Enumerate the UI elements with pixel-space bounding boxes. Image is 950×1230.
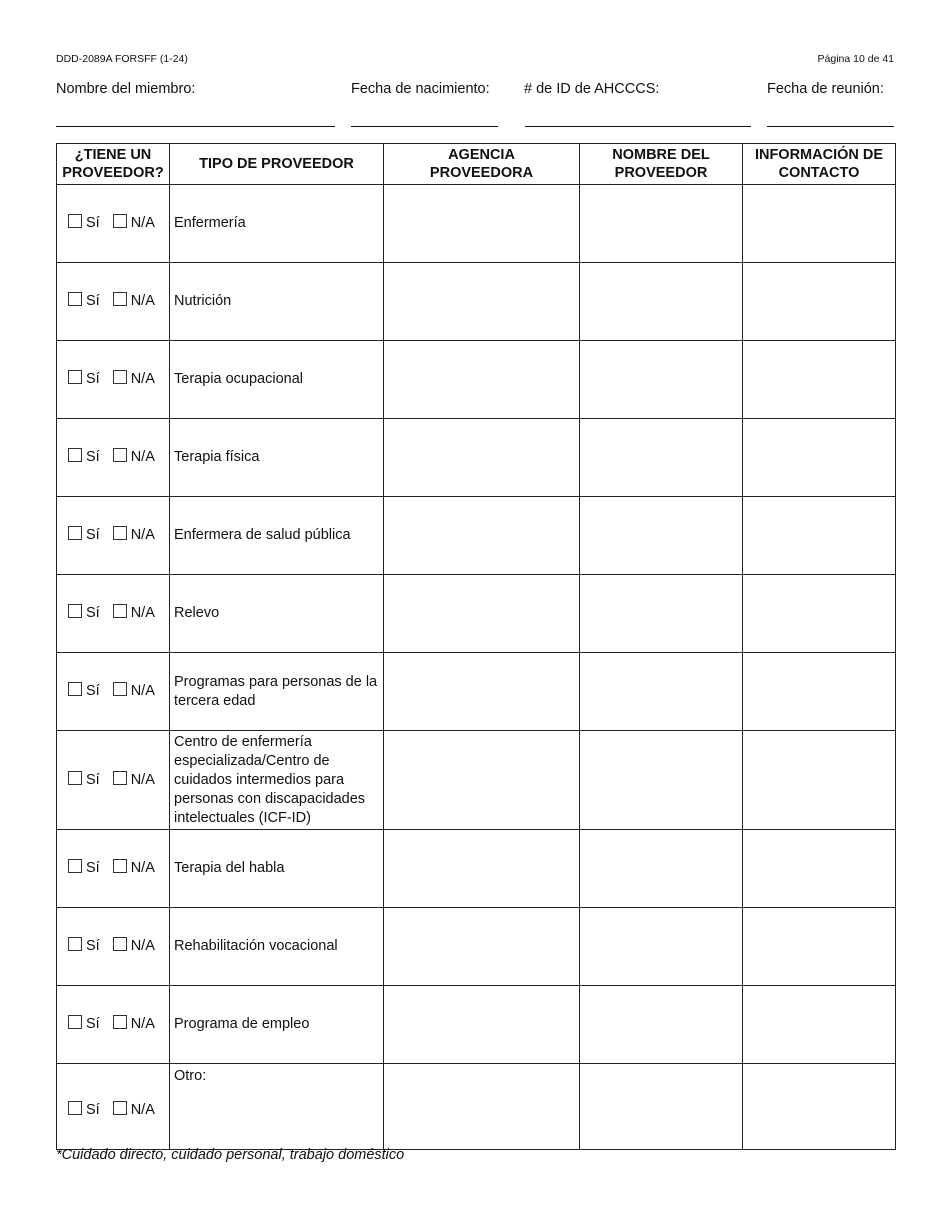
provider-agency-cell[interactable]: [384, 830, 580, 908]
na-label: N/A: [130, 371, 155, 387]
has-provider-cell: [57, 497, 170, 575]
contact-info-cell[interactable]: [743, 986, 896, 1064]
footnote: *Cuidado directo, cuidado personal, trabajo doméstico: [56, 1147, 405, 1163]
provider-type-cell: Terapia ocupacional: [170, 341, 384, 419]
table-row: [57, 497, 896, 575]
provider-agency-cell[interactable]: [384, 185, 580, 263]
na-label: N/A: [130, 860, 155, 876]
has-provider-cell: [57, 653, 170, 731]
na-checkbox[interactable]: [113, 370, 127, 384]
na-checkbox[interactable]: [113, 292, 127, 306]
table-row: [57, 575, 896, 653]
table-row: [57, 263, 896, 341]
table-row: [57, 653, 896, 731]
meeting-date-label: Fecha de reunión:: [767, 81, 884, 97]
provider-type-cell: Rehabilitación vocacional: [170, 908, 384, 986]
yes-label: Sí: [86, 860, 100, 876]
provider-name-cell[interactable]: [580, 263, 743, 341]
provider-name-cell[interactable]: [580, 908, 743, 986]
yes-checkbox[interactable]: [68, 604, 82, 618]
header-provider-name: NOMBRE DEL PROVEEDOR: [580, 144, 743, 185]
meeting-date-field[interactable]: [767, 126, 894, 127]
provider-type-cell: Enfermería: [170, 185, 384, 263]
yes-label: Sí: [86, 371, 100, 387]
provider-type-cell: Programa de empleo: [170, 986, 384, 1064]
provider-agency-cell[interactable]: [384, 1064, 580, 1150]
provider-type-cell: Enfermera de salud pública: [170, 497, 384, 575]
na-checkbox[interactable]: [113, 771, 127, 785]
na-checkbox[interactable]: [113, 859, 127, 873]
na-checkbox[interactable]: [113, 1101, 127, 1115]
na-label: N/A: [130, 527, 155, 543]
na-label: N/A: [130, 1016, 155, 1032]
na-label: N/A: [130, 293, 155, 309]
has-provider-cell: [57, 419, 170, 497]
na-checkbox[interactable]: [113, 214, 127, 228]
yes-checkbox[interactable]: [68, 1101, 82, 1115]
form-code: DDD-2089A FORSFF (1-24): [56, 53, 188, 65]
table-row: [57, 830, 896, 908]
contact-info-cell[interactable]: [743, 830, 896, 908]
yes-label: Sí: [86, 527, 100, 543]
provider-type-cell: Terapia del habla: [170, 830, 384, 908]
provider-type-cell: Relevo: [170, 575, 384, 653]
provider-name-cell[interactable]: [580, 986, 743, 1064]
contact-info-cell[interactable]: [743, 419, 896, 497]
provider-name-cell[interactable]: [580, 575, 743, 653]
contact-info-cell[interactable]: [743, 653, 896, 731]
has-provider-cell: [57, 731, 170, 830]
yes-checkbox[interactable]: [68, 682, 82, 696]
provider-agency-cell[interactable]: [384, 986, 580, 1064]
provider-table: [56, 143, 896, 1150]
na-checkbox[interactable]: [113, 448, 127, 462]
has-provider-cell: [57, 341, 170, 419]
contact-info-cell[interactable]: [743, 185, 896, 263]
provider-agency-cell[interactable]: [384, 419, 580, 497]
provider-agency-cell[interactable]: [384, 731, 580, 830]
contact-info-cell[interactable]: [743, 497, 896, 575]
provider-name-cell[interactable]: [580, 1064, 743, 1150]
has-provider-cell: [57, 830, 170, 908]
provider-name-cell[interactable]: [580, 341, 743, 419]
yes-label: Sí: [86, 449, 100, 465]
header-provider-type: TIPO DE PROVEEDOR: [170, 144, 384, 185]
na-checkbox[interactable]: [113, 937, 127, 951]
birth-date-field[interactable]: [351, 126, 498, 127]
na-checkbox[interactable]: [113, 1015, 127, 1029]
contact-info-cell[interactable]: [743, 341, 896, 419]
yes-label: Sí: [86, 771, 100, 788]
na-label: N/A: [130, 215, 155, 231]
provider-name-cell[interactable]: [580, 185, 743, 263]
has-provider-cell: [57, 263, 170, 341]
na-checkbox[interactable]: [113, 526, 127, 540]
provider-agency-cell[interactable]: [384, 908, 580, 986]
na-label: N/A: [130, 605, 155, 621]
provider-agency-cell[interactable]: [384, 341, 580, 419]
provider-agency-cell[interactable]: [384, 497, 580, 575]
provider-type-cell: Centro de enfermería especializada/Centro de cuidados intermedios para personas con discapacidades intelectuales (ICF-ID): [170, 731, 384, 830]
provider-name-cell[interactable]: [580, 653, 743, 731]
yes-checkbox[interactable]: [68, 937, 82, 951]
has-provider-cell: [57, 986, 170, 1064]
na-checkbox[interactable]: [113, 682, 127, 696]
na-label: N/A: [130, 1102, 155, 1118]
has-provider-cell: [57, 908, 170, 986]
has-provider-cell: [57, 185, 170, 263]
yes-checkbox[interactable]: [68, 370, 82, 384]
member-name-field[interactable]: [56, 126, 335, 127]
member-name-label: Nombre del miembro:: [56, 81, 196, 97]
yes-checkbox[interactable]: [68, 771, 82, 785]
provider-name-cell[interactable]: [580, 830, 743, 908]
table-row: [57, 986, 896, 1064]
yes-label: Sí: [86, 938, 100, 954]
has-provider-cell: [57, 1064, 170, 1150]
provider-name-cell[interactable]: [580, 731, 743, 830]
na-label: N/A: [130, 938, 155, 954]
na-label: N/A: [130, 771, 155, 788]
contact-info-cell[interactable]: [743, 1064, 896, 1150]
table-row: [57, 908, 896, 986]
na-checkbox[interactable]: [113, 604, 127, 618]
provider-name-cell[interactable]: [580, 497, 743, 575]
table-row: [57, 341, 896, 419]
table-row: [57, 731, 896, 830]
provider-type-cell: Nutrición: [170, 263, 384, 341]
yes-checkbox[interactable]: [68, 526, 82, 540]
contact-info-cell[interactable]: [743, 731, 896, 830]
provider-agency-cell[interactable]: [384, 575, 580, 653]
page-number: Página 10 de 41: [817, 53, 894, 65]
provider-agency-cell[interactable]: [384, 263, 580, 341]
yes-label: Sí: [86, 293, 100, 309]
table-header-row: [57, 144, 896, 185]
provider-type-cell: Programas para personas de la tercera edad: [170, 653, 384, 731]
yes-checkbox[interactable]: [68, 448, 82, 462]
table-row: [57, 419, 896, 497]
has-provider-cell: [57, 575, 170, 653]
yes-label: Sí: [86, 1016, 100, 1032]
ahcccs-id-label: # de ID de AHCCCS:: [524, 81, 660, 97]
contact-info-cell[interactable]: [743, 263, 896, 341]
table-row: [57, 1064, 896, 1150]
header-has-provider: ¿TIENE UN PROVEEDOR?: [57, 144, 170, 185]
na-label: N/A: [130, 449, 155, 465]
na-label: N/A: [130, 683, 155, 699]
contact-info-cell[interactable]: [743, 575, 896, 653]
provider-type-cell: Terapia física: [170, 419, 384, 497]
table-row: [57, 185, 896, 263]
yes-label: Sí: [86, 1102, 100, 1118]
yes-checkbox[interactable]: [68, 859, 82, 873]
header-provider-agency: AGENCIA PROVEEDORA: [384, 144, 580, 185]
provider-name-cell[interactable]: [580, 419, 743, 497]
yes-checkbox[interactable]: [68, 214, 82, 228]
provider-type-cell: Otro:: [170, 1064, 384, 1150]
yes-label: Sí: [86, 215, 100, 231]
yes-label: Sí: [86, 605, 100, 621]
ahcccs-id-field[interactable]: [525, 126, 751, 127]
yes-checkbox[interactable]: [68, 1015, 82, 1029]
birth-date-label: Fecha de nacimiento:: [351, 81, 490, 97]
yes-checkbox[interactable]: [68, 292, 82, 306]
header-contact-info: INFORMACIÓN DE CONTACTO: [743, 144, 896, 185]
contact-info-cell[interactable]: [743, 908, 896, 986]
provider-agency-cell[interactable]: [384, 653, 580, 731]
yes-label: Sí: [86, 683, 100, 699]
